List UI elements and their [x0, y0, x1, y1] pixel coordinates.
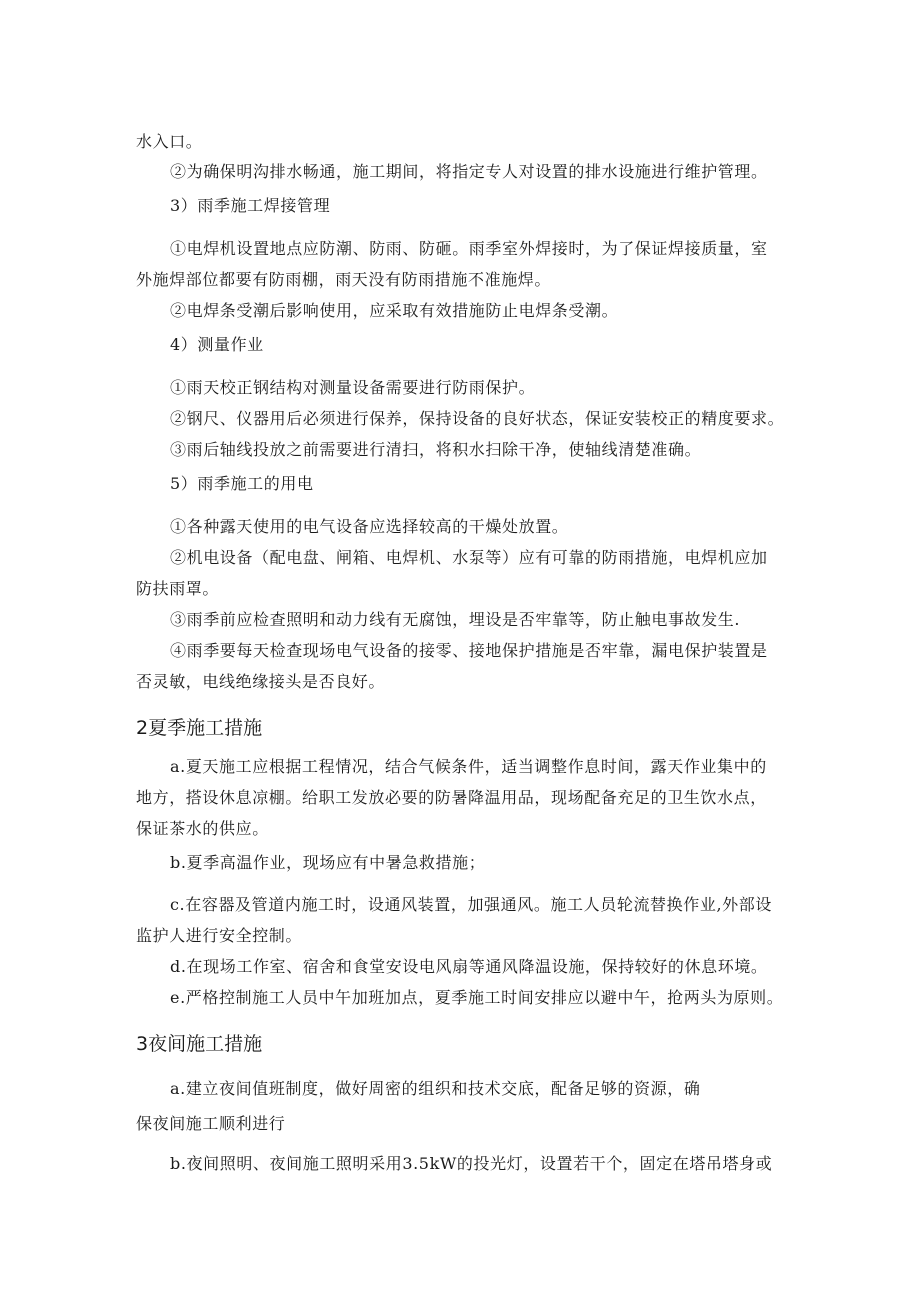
subheading-surveying: 4）测量作业 [170, 335, 264, 354]
text-line: 保夜间施工顺利进行 [136, 1114, 286, 1133]
text-line: ④雨季要每天检查现场电气设备的接零、接地保护措施是否牢靠，漏电保护装置是 [170, 641, 768, 660]
text-line: ②为确保明沟排水畅通，施工期间，将指定专人对设置的排水设施进行维护管理。 [170, 162, 768, 181]
text-line: 监护人进行安全控制。 [136, 926, 303, 945]
text-line: b.夏季高温作业，现场应有中暑急救措施； [170, 853, 486, 872]
section-heading-summer: 2夏季施工措施 [136, 716, 263, 739]
text-line: c.在容器及管道内施工时，设通风装置，加强通风。施工人员轮流替换作业,外部设 [170, 895, 772, 914]
subheading-rain-welding: 3）雨季施工焊接管理 [170, 196, 331, 215]
text-line: b.夜间照明、夜间施工照明采用3.5kW的投光灯，设置若干个，固定在塔吊塔身或 [170, 1154, 773, 1173]
text-line: ①雨天校正钢结构对测量设备需要进行防雨保护。 [170, 378, 536, 397]
text-line: ②钢尺、仪器用后必须进行保养，保持设备的良好状态，保证安装校正的精度要求。 [170, 409, 785, 428]
text-line: e.严格控制施工人员中午加班加点，夏季施工时间安排应以避中午，抢两头为原则。 [170, 988, 784, 1007]
text-line: ②机电设备（配电盘、闸箱、电焊机、水泵等）应有可靠的防雨措施，电焊机应加 [170, 548, 768, 567]
text-line: ③雨季前应检查照明和动力线有无腐蚀，埋设是否牢靠等，防止触电事故发生. [170, 610, 741, 629]
text-line: a.建立夜间值班制度，做好周密的组织和技术交底，配备足够的资源，确 [170, 1079, 701, 1098]
text-line: ①各种露天使用的电气设备应选择较高的干燥处放置。 [170, 517, 569, 536]
text-line: 防扶雨罩。 [136, 579, 220, 598]
subheading-rain-electricity: 5）雨季施工的用电 [170, 474, 314, 493]
text-line: 水入口。 [136, 132, 203, 151]
text-line: 否灵敏，电线绝缘接头是否良好。 [136, 672, 386, 691]
text-line: ②电焊条受潮后影响使用，应采取有效措施防止电焊条受潮。 [170, 301, 619, 320]
text-line: ①电焊机设置地点应防潮、防雨、防砸。雨季室外焊接时，为了保证焊接质量，室 [170, 239, 768, 258]
text-line: 外施焊部位都要有防雨棚，雨天没有防雨措施不准施焊。 [136, 270, 552, 289]
text-line: 地方，搭设休息凉棚。给职工发放必要的防暑降温用品，现场配备充足的卫生饮水点， [136, 788, 767, 807]
text-line: a.夏天施工应根据工程情况，结合气候条件，适当调整作息时间，露天作业集中的 [170, 757, 767, 776]
text-line: 保证茶水的供应。 [136, 819, 269, 838]
section-heading-night: 3夜间施工措施 [136, 1032, 263, 1055]
text-line: ③雨后轴线投放之前需要进行清扫，将积水扫除干净，使轴线清楚准确。 [170, 440, 702, 459]
text-line: d.在现场工作室、宿舍和食堂安设电风扇等通风降温设施，保持较好的休息环境。 [170, 957, 768, 976]
